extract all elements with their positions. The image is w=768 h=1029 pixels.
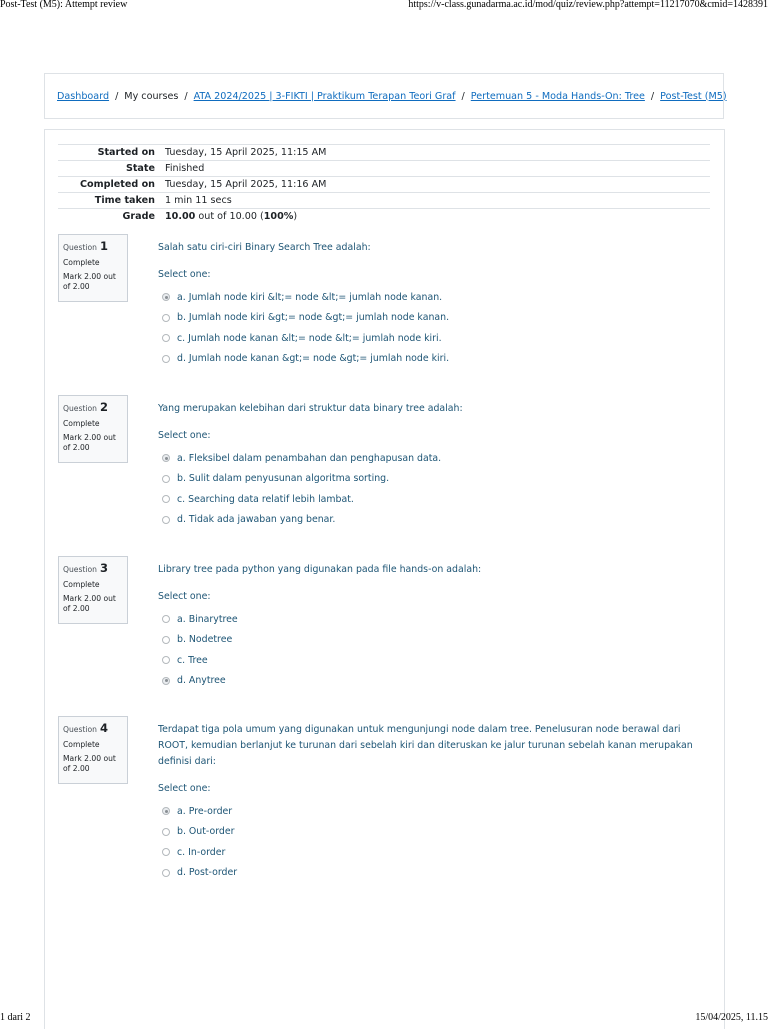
print-page-url: https://v-class.gunadarma.ac.id/mod/quiz/review.php?attempt=11217070&cmid=1428391	[408, 0, 768, 10]
question-text: Salah satu ciri-ciri Binary Search Tree adalah:	[158, 242, 371, 253]
summary-value: Finished	[165, 161, 710, 177]
question-content	[158, 234, 713, 369]
answer-option[interactable]	[158, 328, 713, 349]
question-content	[158, 556, 713, 691]
radio-unchecked-icon[interactable]	[162, 636, 170, 644]
summary-value	[165, 209, 710, 225]
summary-label: Time taken	[58, 193, 165, 209]
summary-row-grade	[58, 209, 710, 225]
radio-checked-icon[interactable]	[162, 454, 170, 462]
summary-row-completed	[58, 177, 710, 193]
radio-unchecked-icon[interactable]	[162, 355, 170, 363]
breadcrumb-separator: /	[115, 90, 119, 102]
answer-label: d. Tidak ada jawaban yang benar.	[177, 514, 336, 526]
grade-close: )	[293, 211, 298, 223]
print-footer	[0, 1012, 768, 1023]
answer-options	[158, 801, 713, 883]
breadcrumb-section-link[interactable]: Pertemuan 5 - Moda Hands-On: Tree	[470, 90, 645, 102]
radio-checked-icon[interactable]	[162, 677, 170, 685]
question-state: Complete	[63, 418, 100, 428]
breadcrumb-separator: /	[184, 90, 188, 102]
print-header	[0, 0, 768, 10]
summary-value: Tuesday, 15 April 2025, 11:16 AM	[165, 177, 710, 193]
breadcrumb-quiz-link[interactable]: Post-Test (M5)	[660, 90, 727, 102]
answer-option[interactable]	[158, 448, 713, 469]
answer-option[interactable]	[158, 287, 713, 308]
answer-label: b. Out-order	[177, 826, 235, 838]
radio-unchecked-icon[interactable]	[162, 516, 170, 524]
answer-option[interactable]	[158, 863, 713, 884]
question-number: 2	[99, 400, 108, 414]
answer-label: a. Binarytree	[177, 613, 238, 625]
question-state: Complete	[63, 739, 100, 749]
radio-unchecked-icon[interactable]	[162, 334, 170, 342]
question-info	[58, 234, 128, 302]
question-content	[158, 395, 713, 530]
answer-option[interactable]	[158, 801, 713, 822]
question-word: Question	[63, 243, 97, 252]
answer-label: b. Sulit dalam penyusunan algoritma sorting.	[177, 473, 390, 485]
answer-label: a. Fleksibel dalam penambahan dan penghapusan data.	[177, 452, 442, 464]
answer-label: d. Anytree	[177, 675, 226, 687]
question-number: 4	[99, 721, 108, 735]
answer-label: d. Jumlah node kanan &gt;= node &gt;= jumlah node kiri.	[177, 353, 450, 365]
select-one-prompt: Select one:	[158, 430, 211, 441]
answer-option[interactable]	[158, 308, 713, 329]
question-number-row	[63, 561, 123, 576]
answer-option[interactable]	[158, 671, 713, 692]
answer-option[interactable]	[158, 349, 713, 370]
question-word: Question	[63, 404, 97, 413]
grade-out-of: out of 10.00 (	[195, 211, 264, 223]
answer-options	[158, 609, 713, 691]
answer-label: a. Jumlah node kiri &lt;= node &lt;= jumlah node kanan.	[177, 291, 443, 303]
summary-row-time	[58, 193, 710, 209]
breadcrumb-course-link[interactable]: ATA 2024/2025 | 3-FIKTI | Praktikum Terapan Teori Graf	[193, 90, 456, 102]
answer-option[interactable]	[158, 822, 713, 843]
answer-label: c. Jumlah node kanan &lt;= node &lt;= jumlah node kiri.	[177, 332, 442, 344]
answer-option[interactable]	[158, 842, 713, 863]
breadcrumb	[44, 73, 727, 119]
answer-label: c. In-order	[177, 846, 226, 858]
question-number: 1	[99, 239, 108, 253]
question-mark: Mark 2.00 out of 2.00	[63, 593, 116, 613]
answer-label: c. Tree	[177, 654, 208, 666]
question-mark: Mark 2.00 out of 2.00	[63, 432, 116, 452]
answer-option[interactable]	[158, 489, 713, 510]
radio-checked-icon[interactable]	[162, 807, 170, 815]
radio-unchecked-icon[interactable]	[162, 869, 170, 877]
print-page-number: 1 dari 2	[0, 1012, 31, 1023]
breadcrumb-my-courses: My courses	[124, 90, 179, 102]
grade-score: 10.00	[165, 211, 196, 223]
question-state: Complete	[63, 257, 100, 267]
summary-label: Started on	[58, 145, 165, 161]
answer-label: c. Searching data relatif lebih lambat.	[177, 493, 354, 505]
select-one-prompt: Select one:	[158, 269, 211, 280]
answer-option[interactable]	[158, 469, 713, 490]
summary-label: Grade	[58, 209, 165, 225]
radio-unchecked-icon[interactable]	[162, 475, 170, 483]
radio-unchecked-icon[interactable]	[162, 828, 170, 836]
question-number: 3	[99, 561, 108, 575]
answer-options	[158, 448, 713, 530]
print-page-title: Post-Test (M5): Attempt review	[0, 0, 128, 10]
answer-options	[158, 287, 713, 369]
question-number-row	[63, 721, 123, 736]
radio-unchecked-icon[interactable]	[162, 314, 170, 322]
answer-option[interactable]	[158, 630, 713, 651]
question-info	[58, 395, 128, 463]
grade-percent: 100%	[263, 211, 294, 223]
summary-value: 1 min 11 secs	[165, 193, 710, 209]
answer-option[interactable]	[158, 650, 713, 671]
summary-row-started	[58, 145, 710, 161]
question-number-row	[63, 400, 123, 415]
radio-checked-icon[interactable]	[162, 293, 170, 301]
select-one-prompt: Select one:	[158, 591, 211, 602]
select-one-prompt: Select one:	[158, 783, 211, 794]
question-word: Question	[63, 565, 97, 574]
breadcrumb-dashboard-link[interactable]: Dashboard	[57, 90, 110, 102]
summary-value: Tuesday, 15 April 2025, 11:15 AM	[165, 145, 710, 161]
breadcrumb-separator: /	[461, 90, 465, 102]
question-mark: Mark 2.00 out of 2.00	[63, 271, 116, 291]
answer-label: d. Post-order	[177, 867, 238, 879]
breadcrumb-separator: /	[650, 90, 655, 102]
radio-unchecked-icon[interactable]	[162, 656, 170, 664]
question-text: Yang merupakan kelebihan dari struktur data binary tree adalah:	[158, 403, 463, 414]
radio-unchecked-icon[interactable]	[162, 495, 170, 503]
answer-label: b. Jumlah node kiri &gt;= node &gt;= jumlah node kanan.	[177, 312, 450, 324]
question-number-row	[63, 239, 123, 254]
question-text: Terdapat tiga pola umum yang digunakan untuk mengunjungi node dalam tree. Penelusuran node berawal dari ROOT, kemudian berlanjut ke turunan dari sebelah kiri dan diteruskan ke jalur turunan sebelah kanan merupakan definisi dari:	[158, 724, 693, 767]
question-word: Question	[63, 725, 97, 734]
question-mark: Mark 2.00 out of 2.00	[63, 753, 116, 773]
question-text: Library tree pada python yang digunakan pada file hands-on adalah:	[158, 564, 482, 575]
summary-label: State	[58, 161, 165, 177]
print-datetime: 15/04/2025, 11.15	[695, 1012, 768, 1023]
question-content	[158, 716, 713, 883]
answer-option[interactable]	[158, 510, 713, 531]
summary-label: Completed on	[58, 177, 165, 193]
answer-label: b. Nodetree	[177, 634, 233, 646]
radio-unchecked-icon[interactable]	[162, 848, 170, 856]
radio-unchecked-icon[interactable]	[162, 615, 170, 623]
question-state: Complete	[63, 579, 100, 589]
answer-option[interactable]	[158, 609, 713, 630]
answer-label: a. Pre-order	[177, 805, 233, 817]
question-info	[58, 716, 128, 784]
attempt-summary-table	[58, 144, 710, 225]
summary-row-state	[58, 161, 710, 177]
question-info	[58, 556, 128, 624]
